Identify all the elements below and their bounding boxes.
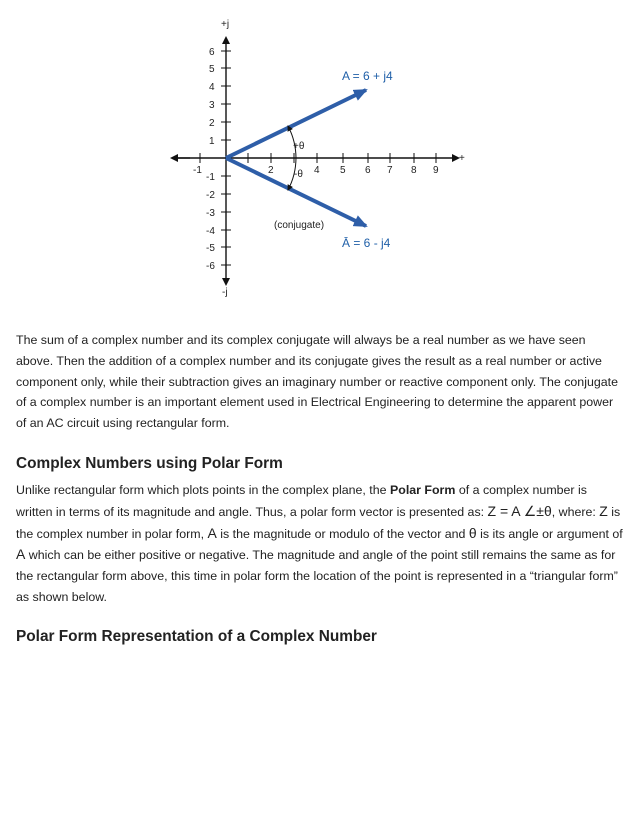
axis-bottom-label: -j bbox=[222, 287, 228, 298]
text-run: Unlike rectangular form which plots points in the complex plane, the bbox=[16, 483, 390, 497]
y-tick-label: 4 bbox=[209, 82, 215, 93]
vector-conjugate-label: Ā = 6 - j4 bbox=[342, 236, 391, 250]
x-tick-labels bbox=[193, 165, 439, 176]
vector-a-label: A = 6 + j4 bbox=[342, 69, 393, 83]
y-tick-label: -3 bbox=[206, 208, 215, 219]
axis-right-label: + bbox=[459, 153, 465, 164]
x-tick-label: 8 bbox=[411, 165, 417, 176]
axis-top-label: +j bbox=[221, 19, 230, 30]
angle-negative-label: -θ bbox=[294, 169, 303, 180]
y-tick-labels-positive bbox=[209, 47, 215, 147]
symbol-theta: θ bbox=[468, 524, 477, 541]
paragraph-conjugate-sum: The sum of a complex number and its complex conjugate will always be a real number as we have seen above. Then the addition of a complex number and its conjugate gives the result as a real number or active component only, while their subtraction gives an imaginary number or reactive component only. The conjugate of a complex number is an important element used in Electrical Engineering to determine the apparent power of an AC circuit using rectangular form. bbox=[16, 333, 618, 431]
x-tick-label: 4 bbox=[314, 165, 320, 176]
x-tick-label: 2 bbox=[268, 165, 274, 176]
y-tick-label: -1 bbox=[206, 172, 215, 183]
y-tick-label: -6 bbox=[206, 261, 215, 272]
text-run: is the complex number in polar form, bbox=[16, 504, 621, 541]
y-tick-label: 1 bbox=[209, 136, 215, 147]
y-tick-label: -4 bbox=[206, 226, 215, 237]
complex-plane-figure bbox=[150, 10, 490, 302]
text-run: is the magnitude or modulo of the vector and bbox=[216, 526, 469, 541]
symbol-a: A bbox=[16, 546, 26, 563]
y-tick-label: 6 bbox=[209, 47, 215, 58]
heading-polar-representation: Polar Form Representation of a Complex Number bbox=[16, 628, 377, 645]
symbol-a: A bbox=[207, 524, 217, 541]
conjugate-label: (conjugate) bbox=[274, 220, 325, 231]
symbol-z: Z bbox=[599, 502, 608, 519]
y-tick-labels-negative bbox=[206, 172, 215, 272]
heading-polar-form: Complex Numbers using Polar Form bbox=[16, 455, 283, 472]
x-tick-label: 5 bbox=[340, 165, 346, 176]
complex-plane-svg bbox=[150, 10, 490, 302]
text-run: of a complex number is written in terms of its magnitude and angle. Thus, a polar form vector is presented as: bbox=[16, 483, 587, 519]
paragraph-polar-form bbox=[16, 480, 624, 608]
x-tick-label: 9 bbox=[433, 165, 439, 176]
y-tick-label: 3 bbox=[209, 100, 215, 111]
text-run: which can be either positive or negative. The magnitude and angle of the point still remains the same as for the rectangular form above, this time in polar form the location of the point is represented in a “triangular form” as shown below. bbox=[16, 548, 618, 604]
y-tick-label: -2 bbox=[206, 190, 215, 201]
y-tick-label: 2 bbox=[209, 118, 215, 129]
x-tick-label: -1 bbox=[193, 165, 202, 176]
text-run: , where: bbox=[551, 504, 600, 519]
y-tick-label: 5 bbox=[209, 64, 215, 75]
text-run: is its angle or argument of bbox=[476, 526, 623, 541]
bold-term-polar-form: Polar Form bbox=[389, 483, 456, 497]
x-tick-label: 7 bbox=[387, 165, 393, 176]
y-tick-label: -5 bbox=[206, 243, 215, 254]
angle-positive-label: +θ bbox=[293, 141, 305, 152]
formula-polar: Z = A ∠±θ bbox=[487, 502, 552, 519]
x-tick-label: 6 bbox=[365, 165, 371, 176]
